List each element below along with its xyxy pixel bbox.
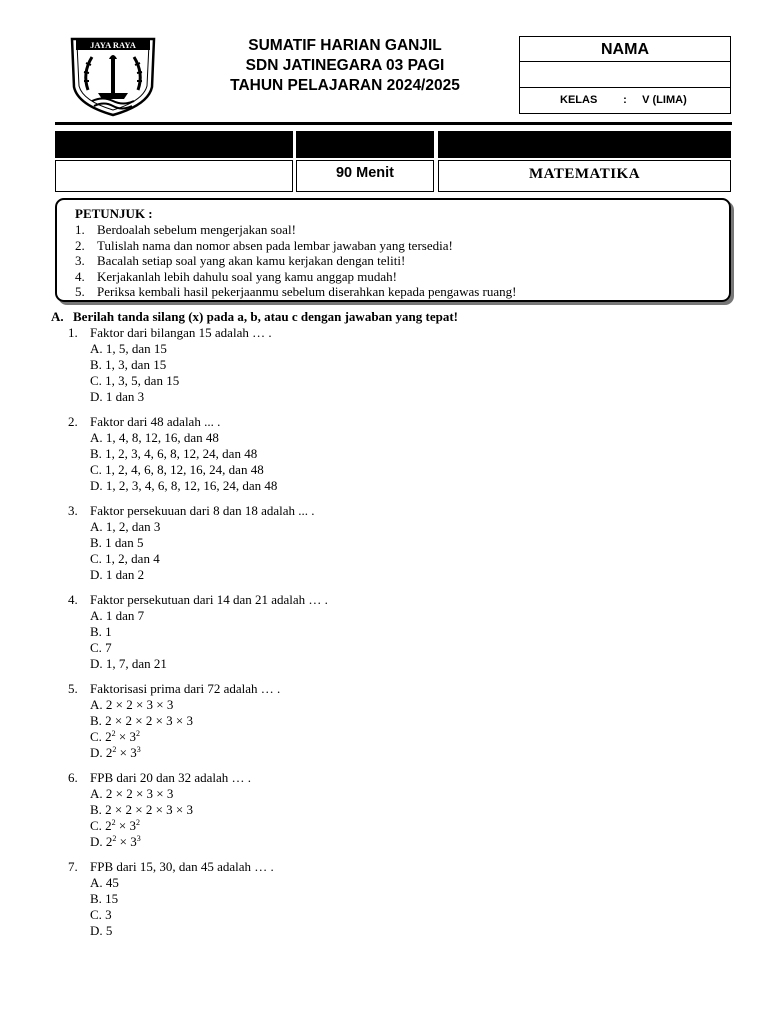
answer-option[interactable]: C. 1, 2, 4, 6, 8, 12, 16, 24, dan 48 [90,462,264,477]
answer-option[interactable]: A. 1 dan 7 [90,608,145,623]
instruction-text: Tulislah nama dan nomor absen pada lembar jawaban yang tersedia! [97,237,453,253]
instruction-number: 4. [75,268,85,284]
question-number: 6. [68,770,78,785]
section-instruction: Berilah tanda silang (x) pada a, b, atau c dengan jawaban yang tepat! [73,309,458,324]
question-number: 7. [68,859,78,874]
question-number: 3. [68,503,78,518]
class-label: KELAS [560,94,598,106]
question-item [68,592,328,672]
info-header-bar-2 [296,131,434,158]
answer-option[interactable]: C. $2^2 \times 3^2$ [90,818,141,833]
question-item [68,414,328,494]
answer-option[interactable]: A. 45 [90,875,119,890]
answer-option[interactable]: C. 7 [90,640,112,655]
school-name: SDN JATINEGARA 03 PAGI [245,57,445,74]
instruction-number: 3. [75,253,85,269]
answer-option[interactable]: B. 1 [90,624,112,639]
question-number: 2. [68,414,78,429]
class-separator: : [623,94,627,106]
answer-option[interactable]: D. 1, 7, dan 21 [90,656,167,671]
answer-option[interactable]: A. 1, 5, dan 15 [90,341,167,356]
question-stem [68,325,328,341]
question-item [68,859,328,939]
question-number: 1. [68,325,78,340]
question-item [68,503,328,583]
question-text: FPB dari 20 dan 32 adalah … . [90,770,252,785]
instructions-title: PETUNJUK : [75,206,153,221]
question-text: Faktor persekutuan dari 14 dan 21 adalah … . [90,592,328,607]
class-value: V (LIMA) [642,94,687,106]
answer-option[interactable]: D. $2^2 \times 3^3$ [90,834,141,849]
class-row [520,88,730,113]
answer-option[interactable]: B. 1 dan 5 [90,535,144,550]
subject-cell: MATEMATIKA [438,160,731,192]
answer-option[interactable]: D. $2^2 \times 3^3$ [90,745,141,760]
answer-option[interactable]: C. 1, 3, 5, dan 15 [90,373,180,388]
question-number: 4. [68,592,78,607]
answer-option[interactable]: A. 1, 2, dan 3 [90,519,161,534]
answer-option[interactable]: B. 1, 3, dan 15 [90,357,167,372]
question-text: Faktor persekuuan dari 8 dan 18 adalah ... . [90,503,315,518]
instruction-text: Berdoalah sebelum mengerjakan soal! [97,222,296,237]
academic-year: TAHUN PELAJARAN 2024/2025 [230,77,460,94]
question-stem [68,592,328,608]
instruction-number: 5. [75,284,85,300]
date-cell [55,160,293,192]
section-a-heading [51,309,458,325]
answer-option[interactable]: B. 2 × 2 × 2 × 3 × 3 [90,713,193,728]
answer-option[interactable]: C. 1, 2, dan 4 [90,551,160,566]
answer-option[interactable]: D. 1 dan 2 [90,567,145,582]
exam-header [190,36,500,96]
exam-title: SUMATIF HARIAN GANJIL [248,37,442,54]
question-item [68,325,328,405]
instruction-number: 2. [75,237,85,253]
info-header-bar-3 [438,131,731,158]
header-divider [55,122,732,125]
question-item [68,770,328,850]
duration-cell: 90 Menit [296,160,434,192]
instruction-text: Bacalah setiap soal yang akan kamu kerjakan dengan teliti! [97,253,406,269]
student-info-box [519,36,731,114]
instruction-item [75,238,516,254]
question-number: 5. [68,681,78,696]
logo-text: JAYA RAYA [90,40,136,50]
answer-option[interactable]: D. 5 [90,923,113,938]
answer-option[interactable]: B. 1, 2, 3, 4, 6, 8, 12, 24, dan 48 [90,446,258,461]
section-letter: A. [51,309,64,324]
question-stem [68,414,328,430]
jaya-raya-emblem [68,35,158,117]
answer-option[interactable]: A. 1, 4, 8, 12, 16, dan 48 [90,430,219,445]
question-stem [68,681,328,697]
question-text: Faktorisasi prima dari 72 adalah … . [90,681,281,696]
question-item [68,681,328,761]
question-text: Faktor dari bilangan 15 adalah … . [90,325,272,340]
instruction-text: Kerjakanlah lebih dahulu soal yang kamu anggap mudah! [97,268,397,284]
instruction-text: Periksa kembali hasil pekerjaanmu sebelum diserahkan kepada pengawas ruang! [97,284,517,300]
question-list [68,325,328,948]
question-stem [68,503,328,519]
question-stem [68,859,328,875]
instruction-item [75,222,516,238]
answer-option[interactable]: D. 1 dan 3 [90,389,145,404]
answer-option[interactable]: A. 2 × 2 × 3 × 3 [90,786,174,801]
answer-option[interactable]: A. 2 × 2 × 3 × 3 [90,697,174,712]
answer-option[interactable]: C. 3 [90,907,112,922]
instruction-item [75,253,516,269]
instruction-number: 1. [75,222,85,237]
question-stem [68,770,328,786]
question-text: Faktor dari 48 adalah ... . [90,414,221,429]
answer-option[interactable]: C. $2^2 \times 3^2$ [90,729,141,744]
answer-option[interactable]: B. 15 [90,891,119,906]
name-field[interactable] [520,62,730,88]
instructions-list [75,222,516,300]
question-text: FPB dari 15, 30, dan 45 adalah … . [90,859,274,874]
jaya-raya-logo [68,35,158,117]
instructions-box [55,198,731,302]
info-header-bar-1 [55,131,293,158]
name-label: NAMA [520,37,730,62]
answer-option[interactable]: B. 2 × 2 × 2 × 3 × 3 [90,802,193,817]
answer-option[interactable]: D. 1, 2, 3, 4, 6, 8, 12, 16, 24, dan 48 [90,478,278,493]
instruction-item [75,284,516,300]
instruction-item [75,269,516,285]
